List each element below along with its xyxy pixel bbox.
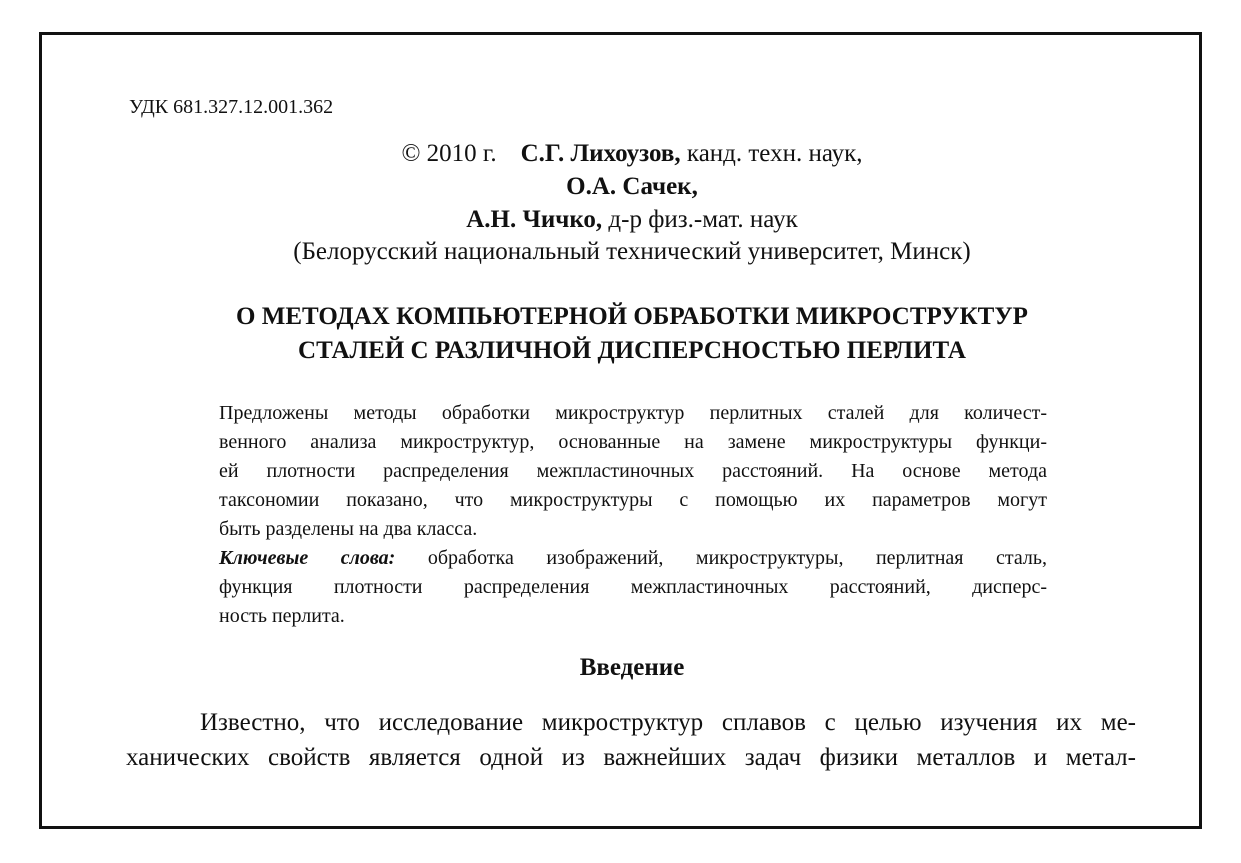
author-1-name: С.Г. Лихоузов, (520, 140, 681, 167)
abstract-line: таксономии показано, что микроструктуры с помощью их параметров могут (219, 489, 1047, 511)
keywords-line: ность перлита. (219, 605, 345, 627)
author-2-name: О.А. Сачек, (566, 173, 698, 200)
author-line-3 (42, 203, 1222, 236)
intro-paragraph (126, 705, 1136, 775)
page-frame (39, 32, 1202, 829)
affiliation: (Белорусский национальный технический университет, Минск) (293, 238, 971, 265)
intro-line: ханических свойств является одной из важнейших задач физики металлов и метал- (126, 744, 1136, 771)
author-3-degree: д-р физ.-мат. наук (602, 206, 798, 233)
abstract (219, 399, 1047, 631)
abstract-line: ей плотности распределения межпластиночных расстояний. На основе метода (219, 460, 1047, 482)
abstract-line: Предложены методы обработки микроструктур перлитных сталей для количест- (219, 402, 1047, 424)
title-line-2: СТАЛЕЙ С РАЗЛИЧНОЙ ДИСПЕРСНОСТЬЮ ПЕРЛИТА (298, 337, 966, 364)
title-line-1: О МЕТОДАХ КОМПЬЮТЕРНОЙ ОБРАБОТКИ МИКРОСТРУКТУР (236, 303, 1028, 330)
author-line-1 (42, 137, 1222, 170)
authors-block (42, 137, 1222, 236)
abstract-line: венного анализа микроструктур, основанные на замене микроструктуры функци- (219, 431, 1047, 453)
paper-title (42, 300, 1222, 368)
author-3-name: А.Н. Чичко, (466, 206, 603, 233)
keywords-label: Ключевые слова: (219, 547, 396, 569)
section-heading-introduction: Введение (579, 654, 685, 681)
author-line-2 (42, 170, 1222, 203)
author-1-degree: канд. техн. наук, (680, 140, 863, 167)
copyright-year: © 2010 г. (401, 140, 497, 167)
keywords-line: функция плотности распределения межпластиночных расстояний, дисперс- (219, 576, 1047, 598)
abstract-line: быть разделены на два класса. (219, 518, 478, 540)
keywords-line (219, 544, 1047, 573)
keywords-text: обработка изображений, микроструктуры, перлитная сталь, (395, 547, 1048, 569)
intro-line: Известно, что исследование микроструктур сплавов с целью изучения их ме- (200, 709, 1136, 736)
udk-code: УДК 681.327.12.001.362 (129, 96, 334, 118)
